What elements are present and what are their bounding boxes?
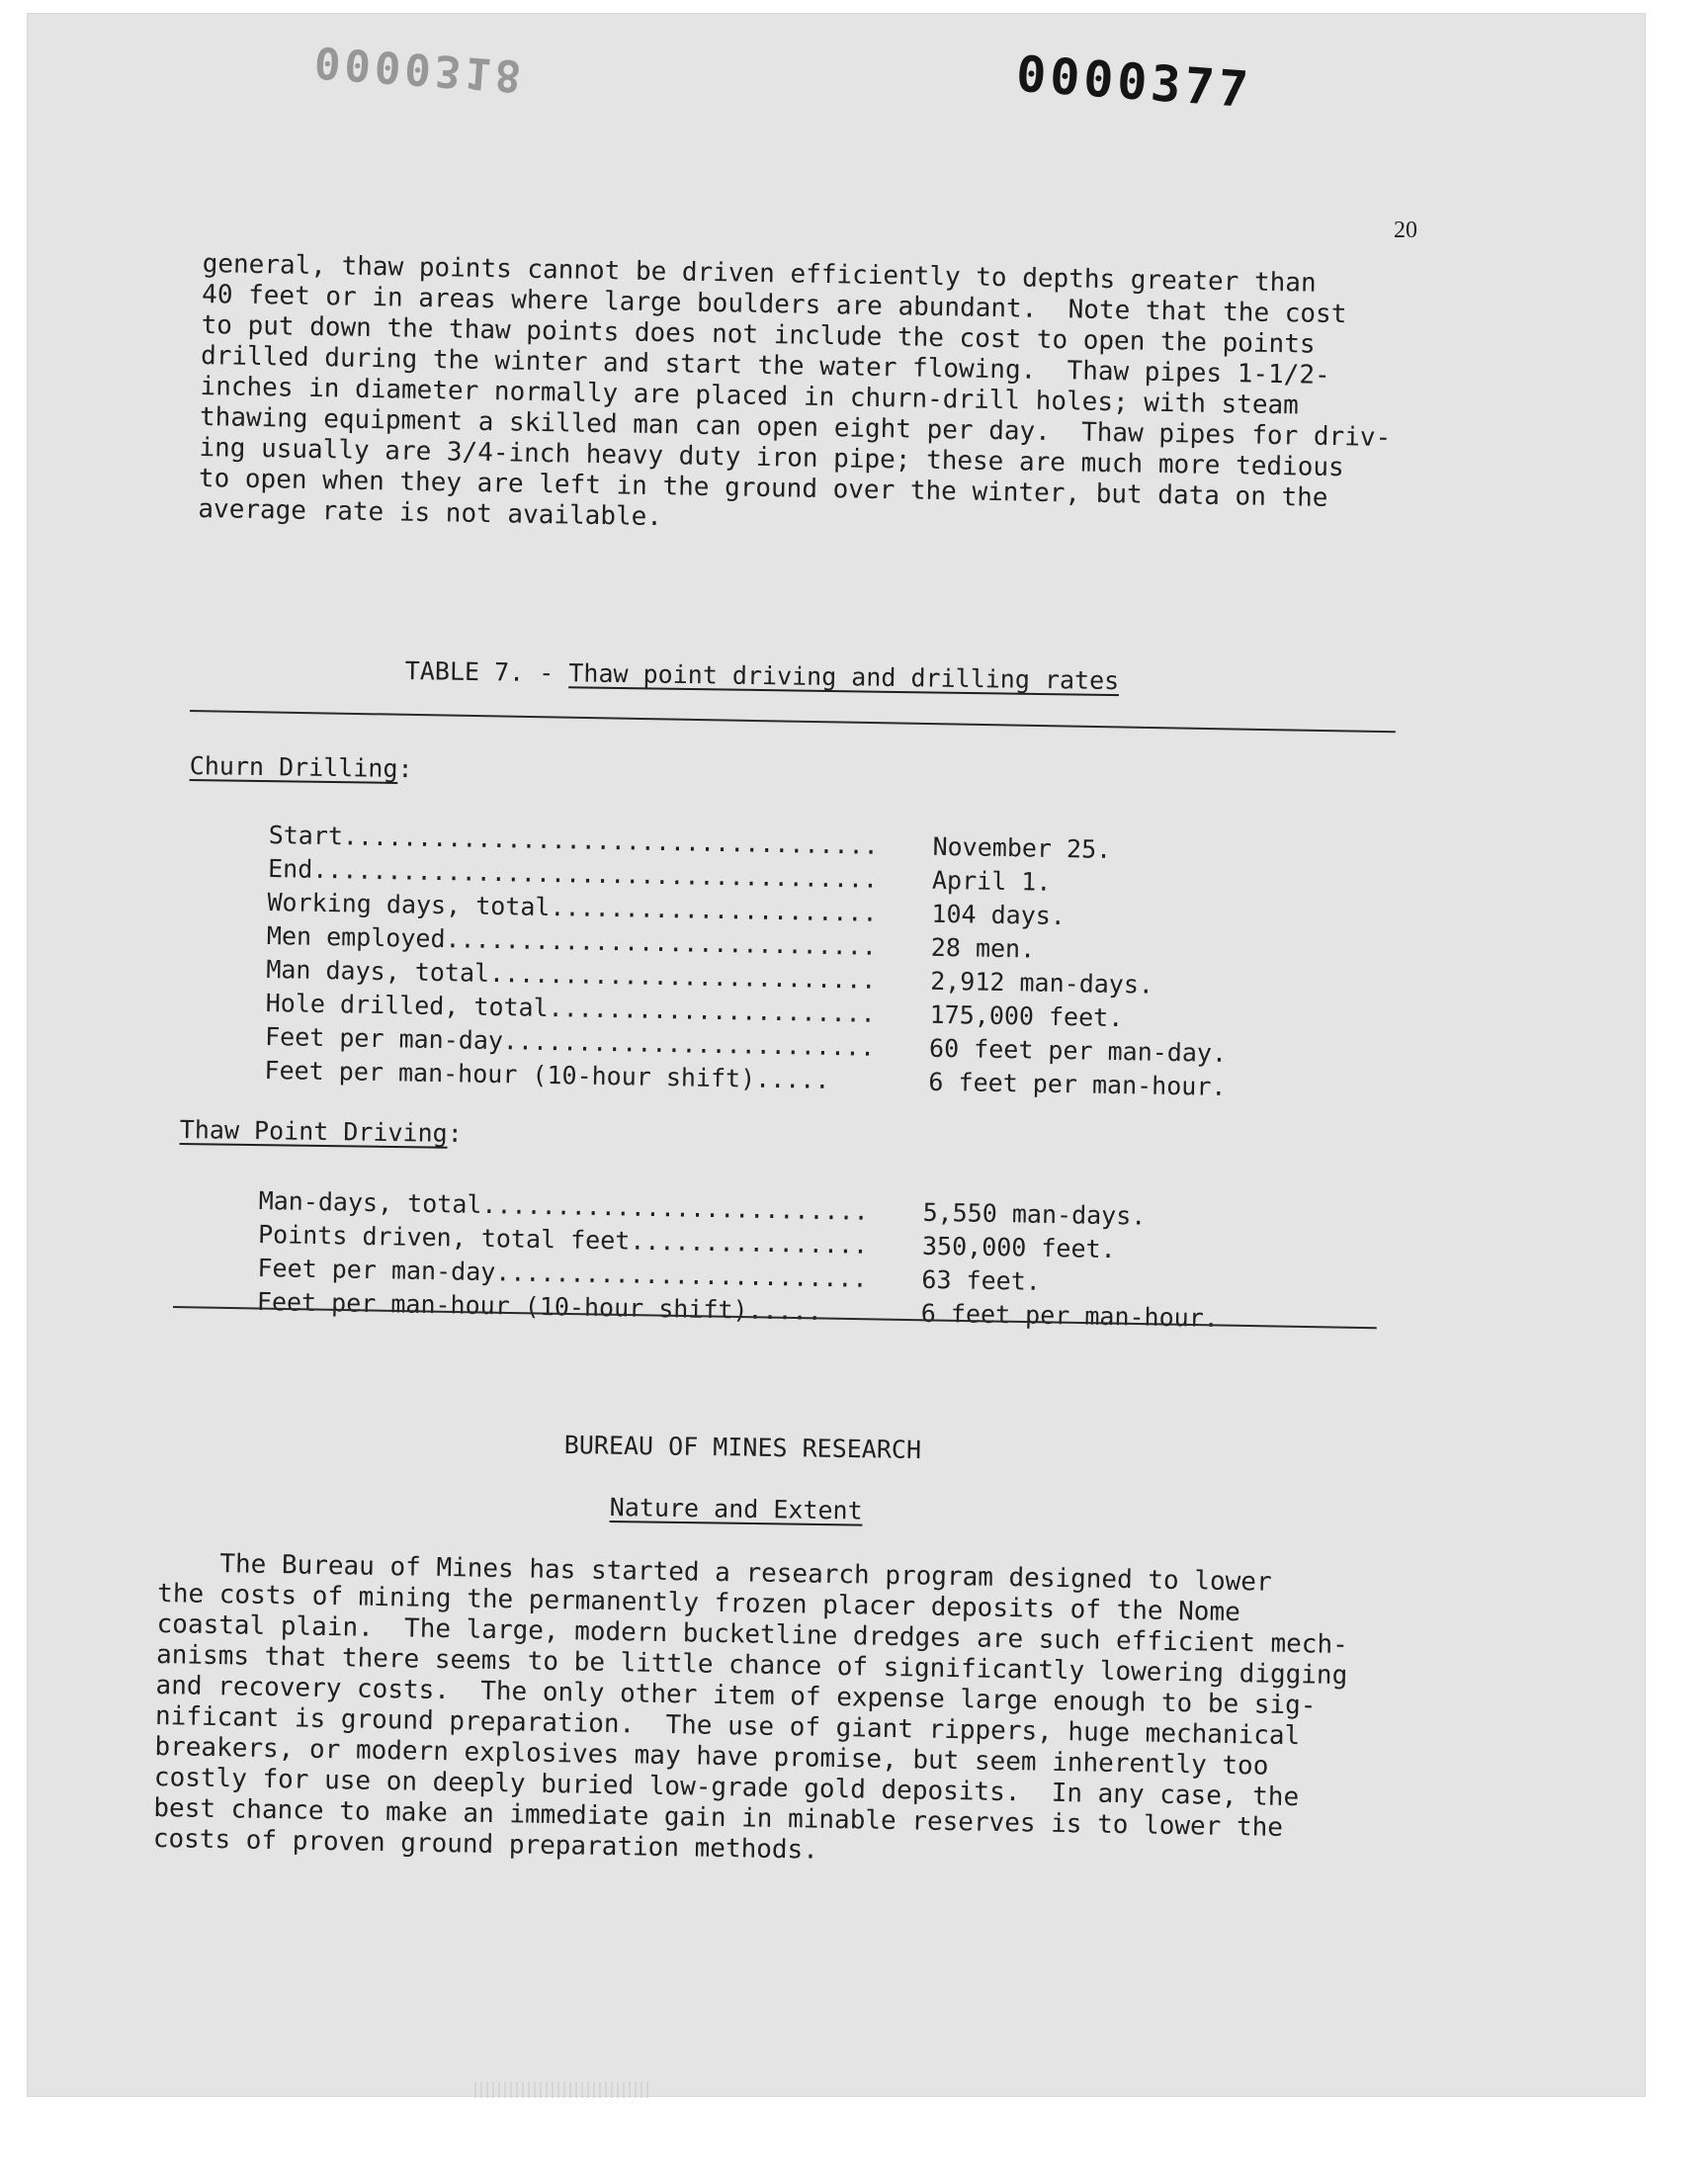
document-stamp-number: 0000377: [1014, 44, 1254, 120]
row-label: Working days, total......................: [267, 887, 878, 927]
section-label-thaw-point-driving: Thaw Point Driving:: [179, 1115, 463, 1148]
section-label-text: Churn Drilling: [189, 751, 398, 783]
row-value: 2,912 man-days.: [929, 966, 1154, 1000]
row-label: Points driven, total feet................: [257, 1219, 869, 1260]
row-value: November 25.: [932, 831, 1112, 864]
page-number: 20: [1394, 218, 1417, 243]
faded-stamp-number: 0000318: [312, 36, 527, 102]
row-value: 63 feet.: [921, 1264, 1042, 1296]
scan-artifact: [474, 2082, 652, 2098]
row-label: Hole drilled, total......................: [265, 988, 877, 1028]
row-value: 5,550 man-days.: [922, 1197, 1147, 1231]
row-value: 60 feet per man-day.: [928, 1033, 1228, 1068]
row-value: April 1.: [931, 865, 1052, 897]
section-label-churn-drilling: Churn Drilling:: [189, 751, 413, 784]
row-value: 28 men.: [930, 932, 1036, 964]
row-value: 104 days.: [931, 899, 1067, 931]
table-title-text: Thaw point driving and drilling rates: [568, 658, 1120, 696]
row-label: Man-days, total..........................: [258, 1185, 869, 1226]
row-label: Feet per man-hour (10-hour shift).....: [264, 1055, 830, 1094]
row-label: End......................................: [267, 853, 879, 894]
row-label: Feet per man-day.........................: [264, 1021, 876, 1062]
thaw-point-driving-rows: [257, 1184, 1221, 1336]
row-label: Men employed.............................: [266, 920, 878, 961]
row-value: 6 feet per man-hour.: [928, 1067, 1227, 1101]
table-title-prefix: TABLE 7. -: [404, 656, 569, 688]
intro-paragraph: general, thaw points cannot be driven efficiently to depths greater than 40 feet or in areas where large boulders are abundant. Note that the cost to put down the thaw points does not include the cost to open the points drilled during the winter and start the water flowing. Thaw pipes 1-1/2- inches in diameter normally are placed in churn-drill holes; with steam thawing equipment a skilled man can open eight per day. Thaw pipes for driv- ing usually are 3/4-inch heavy duty iron pipe; these are much more tedious to open when they are left in the ground over the winter, but data on the average rate is not available.: [198, 249, 1392, 533]
section-label-text: Thaw Point Driving: [179, 1115, 448, 1148]
row-label: Feet per man-day.........................: [257, 1253, 868, 1293]
body-paragraph: The Bureau of Mines has started a research program designed to lower the costs of mining the permanently frozen placer deposits of the Nome coastal plain. The large, modern bucketline dredges are such efficient mech- anisms that there seems to be little chance of significantly lowering digging and recovery costs. The only other item of expense large enough to be sig- nificant is ground preparation. The use of giant rippers, huge mechanical breakers, or modern explosives may have promise, but seem inherently too costly for use on deeply buried low-grade gold deposits. In any case, the best chance to make an immediate gain in minable reserves is to lower the costs of proven ground preparation methods.: [152, 1548, 1349, 1866]
row-label: Man days, total..........................: [266, 954, 877, 995]
row-value: 175,000 feet.: [929, 1000, 1124, 1033]
row-label: Feet per man-hour (10-hour shift).....: [256, 1286, 823, 1326]
churn-drilling-rows: [264, 819, 1231, 1104]
row-value: 6 feet per man-hour.: [920, 1298, 1220, 1333]
row-value: 350,000 feet.: [921, 1231, 1116, 1264]
subheading: Nature and Extent: [609, 1493, 863, 1525]
row-label: Start....................................: [268, 820, 879, 860]
section-heading: BUREAU OF MINES RESEARCH: [563, 1431, 922, 1465]
